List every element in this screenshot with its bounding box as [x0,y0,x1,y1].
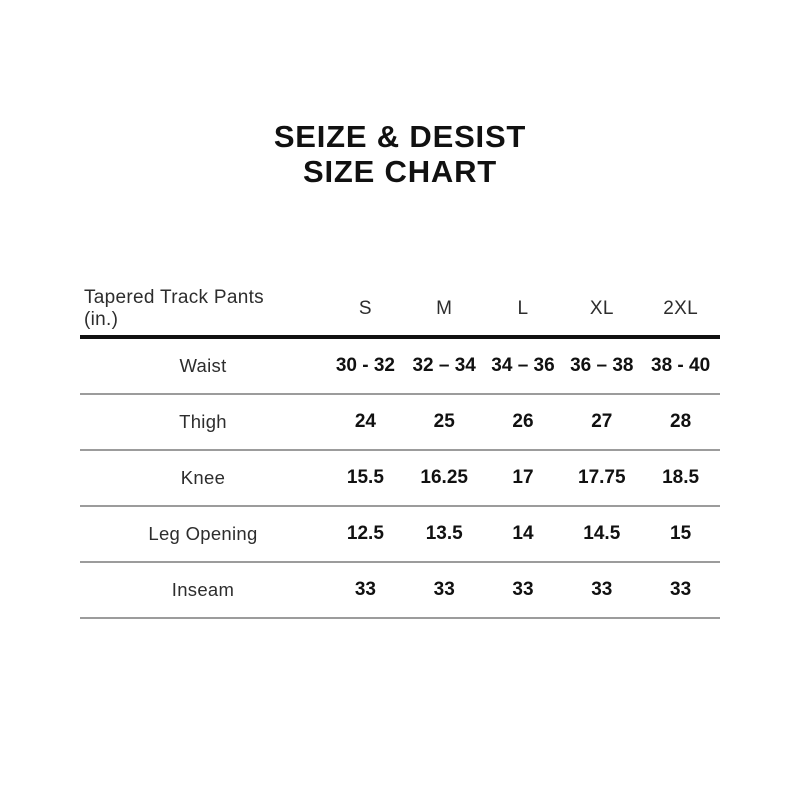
cell-value: 15.5 [326,450,405,506]
cell-value: 26 [484,394,563,450]
row-label: Inseam [80,562,326,618]
row-label: Thigh [80,394,326,450]
cell-value: 33 [562,562,641,618]
cell-value: 12.5 [326,506,405,562]
size-column-header-l: L [484,283,563,337]
cell-value: 33 [484,562,563,618]
size-chart-container [80,283,720,619]
size-chart-table [80,283,720,619]
row-label: Waist [80,337,326,394]
cell-value: 33 [405,562,484,618]
cell-value: 14 [484,506,563,562]
cell-value: 38 - 40 [641,337,720,394]
cell-value: 18.5 [641,450,720,506]
cell-value: 17 [484,450,563,506]
table-row-thigh [80,394,720,450]
cell-value: 13.5 [405,506,484,562]
cell-value: 15 [641,506,720,562]
row-label: Leg Opening [80,506,326,562]
table-row-knee [80,450,720,506]
size-column-header-xl: XL [562,283,641,337]
product-name-header [80,283,326,337]
cell-value: 24 [326,394,405,450]
product-name: Tapered Track Pants [84,287,264,308]
table-row-leg-opening [80,506,720,562]
cell-value: 14.5 [562,506,641,562]
table-header-row [80,283,720,337]
cell-value: 32 – 34 [405,337,484,394]
cell-value: 36 – 38 [562,337,641,394]
page-title [0,119,800,189]
table-row-waist [80,337,720,394]
unit-label: (in.) [84,309,119,330]
page-subtitle: SIZE CHART [303,154,497,189]
brand-name: SEIZE & DESIST [273,119,527,154]
cell-value: 27 [562,394,641,450]
size-column-header-m: M [405,283,484,337]
cell-value: 17.75 [562,450,641,506]
cell-value: 34 – 36 [484,337,563,394]
cell-value: 25 [405,394,484,450]
cell-value: 33 [326,562,405,618]
size-column-header-2xl: 2XL [641,283,720,337]
cell-value: 30 - 32 [326,337,405,394]
row-label: Knee [80,450,326,506]
size-column-header-s: S [326,283,405,337]
cell-value: 28 [641,394,720,450]
table-row-inseam [80,562,720,618]
cell-value: 16.25 [405,450,484,506]
cell-value: 33 [641,562,720,618]
